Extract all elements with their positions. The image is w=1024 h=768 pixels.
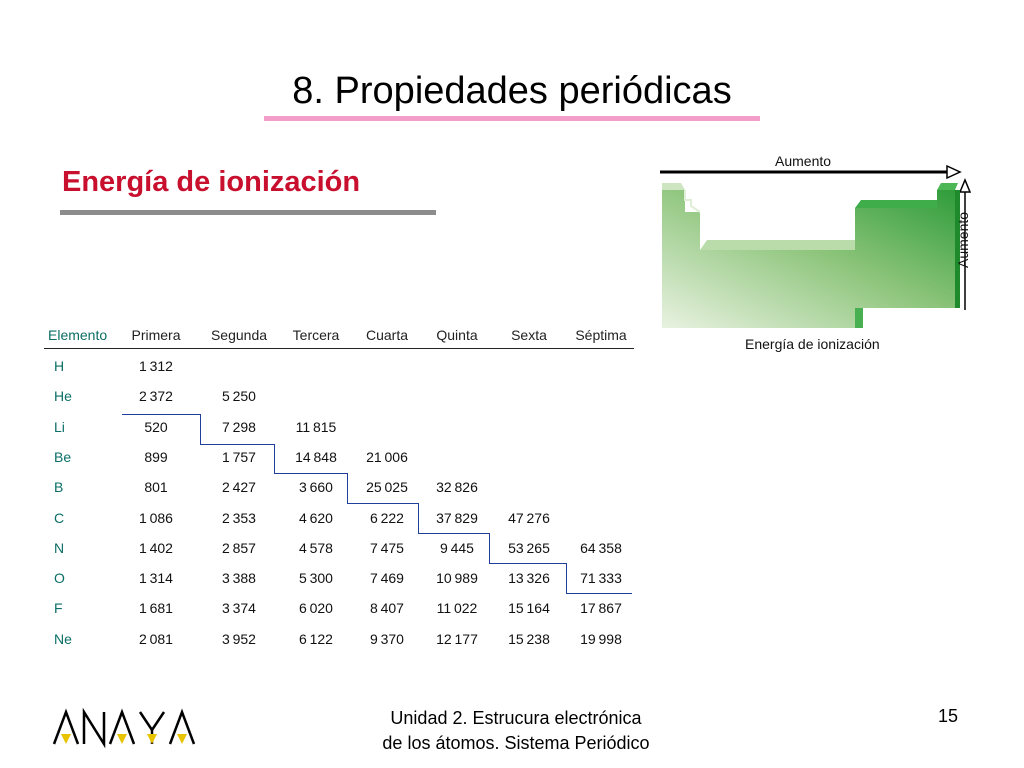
table-cell: 1 312 (139, 358, 173, 374)
table-cell: 6 122 (299, 630, 333, 647)
table-cell: 9 370 (370, 630, 404, 647)
table-cell: 1 086 (139, 509, 173, 526)
table-cell: 7 298 (222, 418, 256, 435)
table-element-symbol: F (54, 600, 63, 617)
table-element-symbol: B (54, 479, 64, 496)
staircase-line (200, 414, 201, 445)
staircase-line (418, 503, 419, 534)
diagram-side-label: Aumento (955, 211, 971, 268)
table-cell: 8 407 (370, 600, 404, 617)
staircase-line (274, 473, 348, 474)
table-cell: 19 998 (580, 630, 622, 647)
table-cell: 3 952 (222, 630, 256, 647)
periodic-table-shape (655, 150, 995, 365)
anaya-logo (52, 708, 218, 748)
table-element-symbol: He (54, 388, 72, 405)
title-underline (264, 116, 760, 121)
staircase-line (566, 563, 567, 594)
table-header-cell: Cuarta (365, 327, 409, 343)
table-cell: 4 578 (299, 539, 333, 556)
table-cell: 15 164 (508, 600, 550, 617)
table-cell: 25 025 (366, 479, 408, 496)
table-header-cell: Tercera (292, 327, 340, 343)
table-cell: 801 (144, 479, 168, 496)
table-cell: 37 829 (436, 509, 478, 526)
table-cell: 2 857 (222, 539, 256, 556)
footer-line-1: Unidad 2. Estrucura electrónica (390, 708, 642, 728)
table-cell: 5 300 (299, 570, 333, 587)
table-cell: 17 867 (580, 600, 622, 617)
table-cell: 47 276 (508, 509, 550, 526)
table-cell: 6 222 (370, 509, 404, 526)
table-cell: 520 (144, 418, 168, 435)
staircase-line (122, 414, 200, 415)
table-cell: 3 374 (222, 600, 256, 617)
table-cell: 1 681 (139, 600, 173, 617)
diagram-top-label: Aumento (775, 153, 832, 169)
ionization-energy-table (44, 322, 634, 662)
staircase-line (347, 503, 419, 504)
table-element-symbol: Li (54, 418, 65, 435)
staircase-line (274, 444, 275, 474)
staircase-line (566, 593, 632, 594)
table-cell: 14 848 (295, 448, 337, 465)
table-element-symbol: Be (54, 448, 72, 465)
table-cell: 32 826 (436, 479, 478, 496)
table-header-rule (44, 348, 634, 349)
table-header-cell: Quinta (436, 327, 478, 343)
table-cell: 11 815 (295, 418, 337, 435)
table-cell: 1 314 (139, 570, 173, 587)
table-cell: 64 358 (580, 539, 622, 556)
footer-line-2: de los átomos. Sistema Periódico (382, 733, 650, 753)
table-cell: 15 238 (508, 630, 550, 647)
table-cell: 10 989 (436, 570, 478, 587)
table-cell: 7 475 (370, 539, 404, 556)
table-cell: 1 402 (139, 539, 173, 556)
staircase-line (347, 473, 348, 504)
table-cell: 3 660 (299, 479, 333, 496)
table-cell: 2 427 (222, 479, 256, 496)
table-header-cell: Sexta (511, 327, 547, 343)
section-subtitle: Energía de ionización (62, 166, 361, 198)
table-cell: 6 020 (299, 600, 333, 617)
table-cell: 21 006 (366, 448, 408, 465)
staircase-line (489, 563, 567, 564)
staircase-line (489, 533, 490, 564)
table-cell: 71 333 (580, 570, 622, 587)
staircase-line (418, 533, 490, 534)
table-cell: 899 (144, 448, 168, 465)
table-cell: 4 620 (299, 509, 333, 526)
table-cell: 11 022 (436, 600, 478, 617)
table-cell: 2 372 (139, 388, 173, 405)
page-number: 15 (938, 706, 959, 726)
table-cell: 1 757 (222, 448, 256, 465)
staircase-line (200, 444, 275, 445)
table-cell: 7 469 (370, 570, 404, 587)
table-cell: 9 445 (440, 539, 474, 556)
subtitle-underline (60, 210, 436, 215)
table-cell: 2 081 (139, 630, 173, 647)
table-element-symbol: H (54, 358, 65, 374)
table-element-symbol: C (54, 509, 65, 526)
diagram-bottom-label: Energía de ionización (745, 336, 880, 352)
table-element-symbol: O (54, 570, 65, 587)
table-cell: 13 326 (508, 570, 550, 587)
table-element-symbol: Ne (54, 630, 72, 647)
table-cell: 2 353 (222, 509, 256, 526)
table-header-element: Elemento (48, 327, 108, 343)
table-cell: 53 265 (508, 539, 550, 556)
footer-text (358, 706, 674, 756)
table-cell: 12 177 (436, 630, 478, 647)
table-cell: 3 388 (222, 570, 256, 587)
table-cell: 5 250 (222, 388, 256, 405)
table-header-cell: Primera (131, 327, 181, 343)
table-element-symbol: N (54, 539, 65, 556)
slide-title: 8. Propiedades periódicas (292, 70, 732, 112)
periodic-trend-diagram (655, 150, 995, 365)
table-header-cell: Séptima (575, 327, 627, 343)
table-header-cell: Segunda (210, 327, 268, 343)
